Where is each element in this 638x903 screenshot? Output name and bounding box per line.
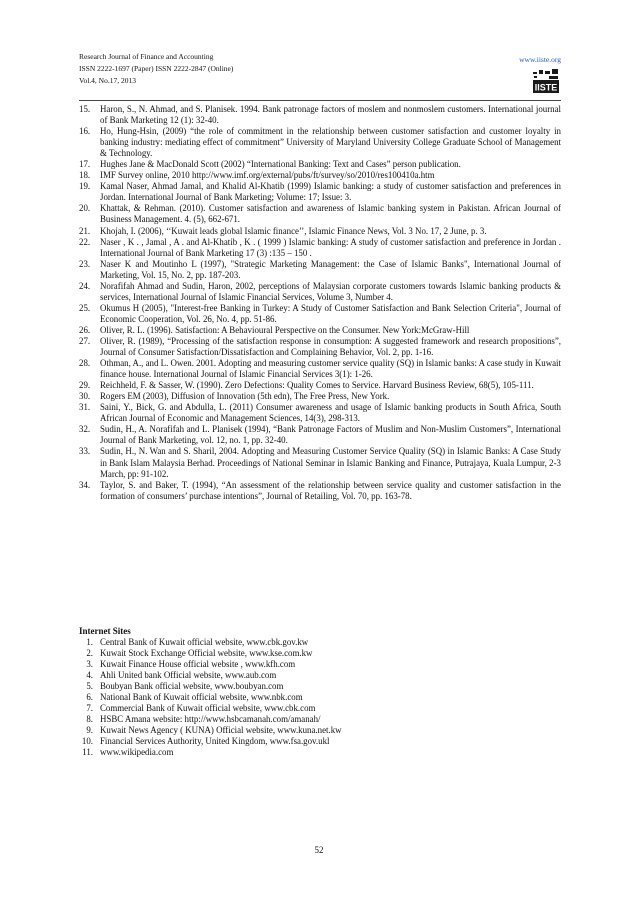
reference-item-text: Sudin, H., N. Wan and S. Sharil, 2004. Adopting and Measuring Customer Service Quality (SQ) in Islamic Banks: A Case Study in Bank Islam Malaysia Berhad. Proceedings of National Seminar in Islamic Banking and Finance, Putrajaya, Kuala Lumpur, 2-3 March, pp: 91-102. [100, 446, 561, 479]
reference-item-text: Kamal Naser, Ahmad Jamal, and Khalid Al-Khatib (1999) Islamic banking: a study of customer satisfaction and preferences in Jordan. International Journal of Bank Marketing; Volume: 17; Issue: 3. [100, 181, 561, 203]
site-item-text: www.wikipedia.com [100, 747, 174, 758]
reference-item-number: 21. [79, 225, 91, 236]
reference-item-number: 34. [79, 479, 91, 490]
site-item-text: HSBC Amana website: http://www.hsbcamanah.com/amanah/ [100, 714, 321, 725]
reference-item-number: 23. [79, 258, 91, 269]
site-item-text: National Bank of Kuwait official website, www.nbk.com [100, 692, 303, 703]
reference-item-text: IMF Survey online, 2010 http://www.imf.org/external/pubs/ft/survey/so/2010/res100410a.htm [100, 170, 435, 181]
reference-item-number: 30. [79, 391, 91, 402]
page-number: 52 [314, 845, 324, 855]
site-item-number: 6. [86, 692, 93, 703]
reference-item [79, 170, 561, 181]
reference-item-text: Saini, Y., Bick, G. and Abdulla, L. (2011) Consumer awareness and usage of Islamic banking products in South Africa, South African Journal of Economic and Management Sciences, 14(3), 298-313. [100, 402, 561, 424]
site-item-number: 3. [86, 659, 93, 670]
reference-item-text: Naser , K . , Jamal , A . and Al-Khatib , K . ( 1999 ) Islamic banking: A study of customer satisfaction and preference in Jordan . International Journal of Bank Marketing 17 (3) :135 – 150 . [100, 236, 561, 258]
site-item [79, 648, 561, 659]
site-item-number: 10. [81, 736, 93, 747]
reference-item [79, 336, 561, 358]
iiste-logo-icon [531, 68, 561, 95]
site-item-number: 9. [86, 725, 93, 736]
site-item [79, 637, 561, 648]
site-item [79, 692, 561, 703]
site-item-number: 7. [86, 703, 93, 714]
reference-item-number: 16. [79, 126, 91, 137]
reference-item [79, 126, 561, 159]
site-item-text: Boubyan Bank official website, www.boubyan.com [100, 681, 284, 692]
reference-item [79, 259, 561, 281]
reference-item-text: Reichheld, F. & Sasser, W. (1990). Zero Defections: Quality Comes to Service. Harvard Business Review, 68(5), 105-111. [100, 380, 534, 391]
site-item [79, 703, 561, 714]
svg-text:IISTE: IISTE [534, 82, 558, 93]
reference-item [79, 480, 561, 502]
reference-item-text: Khojah, I. (2006), ‘‘Kuwait leads global Islamic finance’’, Islamic Finance News, Vol. 3 No. 17, 2 June, p. 3. [100, 225, 487, 236]
reference-item [79, 325, 561, 336]
site-item-number: 2. [86, 648, 93, 659]
reference-item-number: 26. [79, 324, 91, 335]
reference-item [79, 402, 561, 424]
reference-item-number: 17. [79, 159, 91, 170]
reference-item-number: 25. [79, 302, 91, 313]
reference-item-number: 27. [79, 335, 91, 346]
site-item-text: Financial Services Authority, United Kingdom, www.fsa.gov.ukl [100, 736, 330, 747]
site-item-text: Kuwait Stock Exchange Official website, www.kse.com.kw [100, 648, 313, 659]
reference-item-number: 32. [79, 424, 91, 435]
header-rule [79, 100, 561, 101]
reference-item [79, 424, 561, 446]
reference-item-number: 29. [79, 380, 91, 391]
reference-item-number: 19. [79, 181, 91, 192]
reference-item-number: 15. [79, 104, 91, 114]
site-item [79, 747, 561, 758]
reference-item [79, 391, 561, 402]
site-item-number: 11. [82, 747, 93, 758]
reference-item-text: Oliver, R. (1989), “Processing of the satisfaction response in consumption: A suggested framework and research propositions”, Journal of Consumer Satisfaction/Dissatisfaction and Complaining Behavior, Vol. 2, pp. 1-16. [100, 335, 561, 358]
site-item-number: 8. [86, 714, 93, 725]
reference-item [79, 104, 561, 126]
site-item-number: 5. [86, 681, 93, 692]
reference-item-number: 18. [79, 170, 91, 181]
reference-item [79, 181, 561, 203]
issn-line: ISSN 2222-1697 (Paper) ISSN 2222-2847 (Online) [79, 64, 234, 73]
reference-item-text: Norafifah Ahmad and Sudin, Haron, 2002, perceptions of Malaysian corporate customers towards Islamic banking products & services, International Journal of Islamic Financial Services, Volume 3, Number 4. [100, 280, 561, 302]
reference-item-text: Khattak, & Rehman. (2010). Customer satisfaction and awareness of Islamic banking system in Pakistan. African Journal of Business Management. 4. (5), 662-671. [100, 203, 561, 225]
reference-item-text: Ho, Hung-Hsin, (2009) “the role of commitment in the relationship between customer satisfaction and customer loyalty in banking industry: mediating effect of commitment” University of Maryland University College Graduate School of Management & Technology. [100, 126, 561, 159]
reference-item [79, 358, 561, 380]
site-item [79, 659, 561, 670]
reference-item-number: 31. [79, 402, 91, 413]
reference-item [79, 226, 561, 237]
reference-item-text: Hughes Jane & MacDonald Scott (2002) “International Banking: Text and Cases” person publication. [100, 159, 461, 170]
reference-item [79, 380, 561, 391]
reference-item-number: 24. [79, 280, 91, 291]
internet-sites-heading: Internet Sites [79, 626, 131, 636]
site-item-text: Kuwait News Agency ( KUNA) Official website, www.kuna.net.kw [100, 725, 342, 736]
reference-item-number: 20. [79, 203, 91, 214]
reference-item-text: Sudin, H., A. Norafifah and L. Planisek (1994), “Bank Patronage Factors of Muslim and Non-Muslim Customers”, International Journal of Bank Marketing, vol. 12, no. 1, pp. 32-40. [100, 424, 561, 446]
site-item [79, 736, 561, 747]
reference-item [79, 281, 561, 303]
reference-item-number: 22. [79, 236, 91, 247]
site-item-text: Ahli United bank Official website, www.aub.com [100, 670, 277, 681]
site-item [79, 670, 561, 681]
site-item-text: Central Bank of Kuwait official website, www.cbk.gov.kw [100, 637, 309, 647]
page-header [79, 51, 561, 87]
reference-item [79, 303, 561, 325]
reference-item [79, 446, 561, 479]
site-item-number: 4. [86, 670, 93, 681]
site-item [79, 725, 561, 736]
site-item-text: Kuwait Finance House official website , www.kfh.com [100, 659, 296, 670]
journal-url-link[interactable]: www.iiste.org [519, 55, 561, 64]
reference-item-text: Oliver, R. L. (1996). Satisfaction: A Behavioural Perspective on the Consumer. New York:McGraw-Hill [100, 324, 470, 335]
site-item-text: Commercial Bank of Kuwait official website, www.cbk.com [100, 703, 316, 714]
reference-item-text: Rogers EM (2003), Diffusion of Innovation (5th edn), The Free Press, New York. [100, 391, 390, 402]
reference-item-text: Taylor, S. and Baker, T. (1994), “An assessment of the relationship between service quality and customer satisfaction in the formation of consumers’ purchase intentions”, Journal of Retailing, Vol. 70, pp. 163-78. [100, 479, 561, 501]
volume-line: Vol.4, No.17, 2013 [79, 76, 136, 85]
reference-item-text: Haron, S., N. Ahmad, and S. Planisek. 1994. Bank patronage factors of moslem and nonmoslem customers. International journal of Bank Marketing 12 (1): 32-40. [100, 104, 561, 126]
site-item-number: 1. [86, 637, 93, 647]
site-item [79, 714, 561, 725]
reference-item-text: Okumus H (2005), "Interest-free Banking in Turkey: A Study of Customer Satisfaction and Bank Selection Criteria", Journal of Economic Cooperation, Vol. 26, No. 4, pp. 51-86. [100, 302, 561, 324]
reference-item-text: Othman, A., and L. Owen. 2001. Adopting and measuring customer service quality (SQ) in Islamic banks: A case study in Kuwait finance house. International Journal of Islamic Financial Services 3(1): 1-26. [100, 358, 561, 380]
references-list [79, 104, 561, 502]
reference-item-number: 33. [79, 446, 91, 457]
reference-item [79, 203, 561, 225]
journal-title: Research Journal of Finance and Accounting [79, 52, 214, 61]
reference-item-number: 28. [79, 358, 91, 369]
reference-item [79, 159, 561, 170]
reference-item [79, 237, 561, 259]
reference-item-text: Naser K and Moutinho L (1997), "Strategic Marketing Management: the Case of Islamic Banks", International Journal of Marketing, Vol. 15, No. 2, pp. 187-203. [100, 258, 561, 280]
internet-sites-list [79, 637, 561, 759]
site-item [79, 681, 561, 692]
